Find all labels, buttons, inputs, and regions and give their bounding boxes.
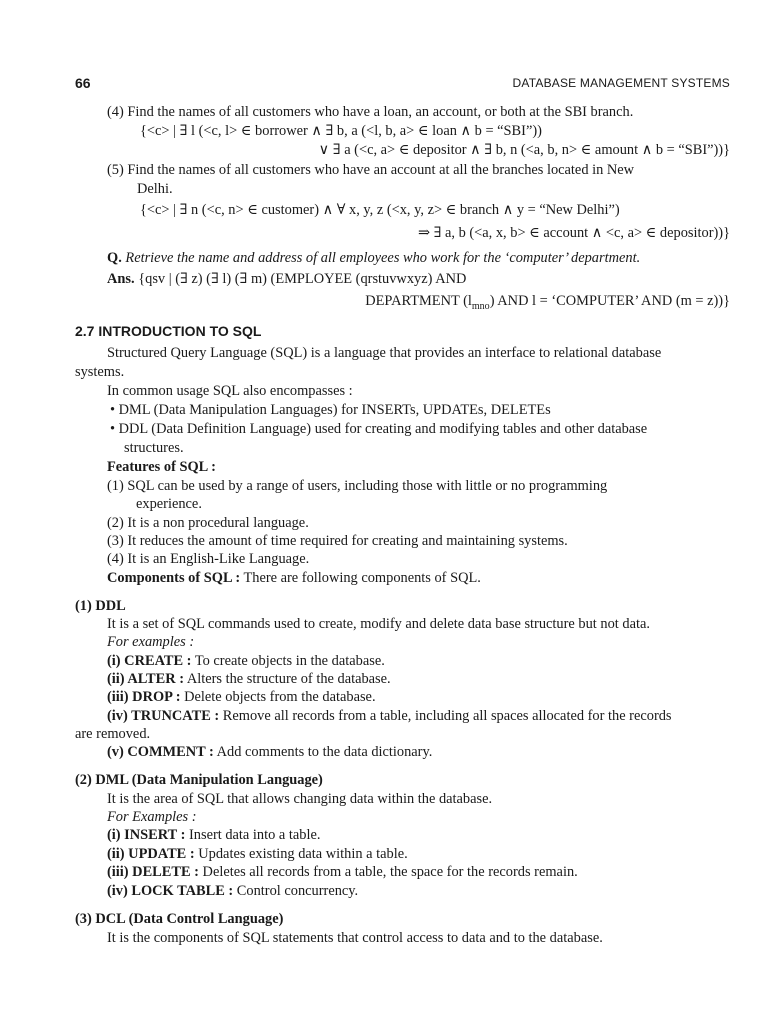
question-5-expression-line-1: {<c> | ∃ n (<c, n> ∈ customer) ∧ ∀ x, y, z (<x, y, z> ∈ branch ∧ y = “New Delhi”) — [140, 202, 620, 218]
dml-item-text: Control concurrency. — [233, 883, 359, 899]
dml-item-label: (iii) DELETE : — [107, 864, 199, 880]
ddl-description: It is a set of SQL commands used to create, modify and delete data base structure but not data. — [107, 616, 650, 632]
answer-expression-1: {qsv | (∃ z) (∃ l) (∃ m) (EMPLOYEE (qrstuvwxyz) AND — [138, 271, 467, 287]
question-4-expression-line-2: ∨ ∃ a (<c, a> ∈ depositor ∧ ∃ b, n (<a, b, n> ∈ amount ∧ b = “SBI”))} — [318, 142, 730, 158]
ddl-item-text: Delete objects from the database. — [180, 689, 376, 705]
ddl-item-label: (iii) DROP : — [107, 689, 181, 705]
ddl-item-label: (v) COMMENT : — [107, 744, 214, 760]
feature-3: (3) It reduces the amount of time required for creating and maintaining systems. — [107, 533, 568, 549]
dml-item-label: (ii) UPDATE : — [107, 846, 195, 862]
question-5-text-line-2: Delhi. — [137, 181, 173, 197]
ddl-item-alter — [107, 670, 391, 689]
answer-subscript: mno — [471, 300, 490, 312]
bullet-ddl-line-2: structures. — [124, 440, 184, 456]
question-label: Q. — [107, 250, 122, 266]
dml-item-insert — [107, 826, 320, 845]
bullet-ddl-line-1: • DDL (Data Definition Language) used for creating and modifying tables and other database — [110, 421, 648, 437]
dml-item-label: (iv) LOCK TABLE : — [107, 883, 234, 899]
ddl-item-truncate — [107, 707, 672, 726]
feature-1-line-1: (1) SQL can be used by a range of users, including those with little or no programming — [107, 478, 608, 494]
feature-2: (2) It is a non procedural language. — [107, 515, 309, 531]
question-4-text: (4) Find the names of all customers who have a loan, an account, or both at the SBI branch. — [107, 104, 634, 120]
answer-label: Ans. — [107, 271, 135, 287]
ddl-truncate-continuation: are removed. — [75, 726, 151, 742]
intro-line-2: systems. — [75, 364, 125, 380]
features-heading: Features of SQL : — [107, 459, 216, 475]
section-heading: 2.7 INTRODUCTION TO SQL — [75, 323, 262, 339]
components-text: There are following components of SQL. — [240, 570, 481, 586]
common-usage-text: In common usage SQL also encompasses : — [107, 383, 353, 399]
answer-expression-2b: ) AND l = ‘COMPUTER’ AND (m = z))} — [489, 293, 730, 309]
question-line — [107, 249, 640, 268]
ddl-item-create — [107, 652, 385, 671]
dml-examples-label: For Examples : — [107, 809, 197, 825]
bullet-dml: • DML (Data Manipulation Languages) for INSERTs, UPDATEs, DELETEs — [110, 402, 551, 418]
feature-1-line-2: experience. — [136, 496, 202, 512]
ddl-item-text: Alters the structure of the database. — [184, 671, 391, 687]
ddl-item-comment — [107, 743, 432, 762]
dcl-heading: (3) DCL (Data Control Language) — [75, 911, 284, 927]
ddl-item-label: (iv) TRUNCATE : — [107, 708, 220, 724]
ddl-item-drop — [107, 688, 376, 707]
dml-item-text: Insert data into a table. — [185, 827, 321, 843]
question-5-text-line-1: (5) Find the names of all customers who have an account at all the branches located in New — [107, 162, 635, 178]
dml-description: It is the area of SQL that allows changing data within the database. — [107, 791, 493, 807]
question-4-expression-line-1: {<c> | ∃ l (<c, l> ∈ borrower ∧ ∃ b, a (<l, b, a> ∈ loan ∧ b = “SBI”)) — [140, 123, 542, 139]
page-number: 66 — [75, 75, 91, 91]
ddl-item-label: (ii) ALTER : — [107, 671, 185, 687]
dml-item-text: Deletes all records from a table, the space for the records remain. — [198, 864, 578, 880]
ddl-item-text: Remove all records from a table, including all spaces allocated for the records — [219, 708, 672, 724]
dml-item-lock-table — [107, 882, 358, 901]
question-text: Retrieve the name and address of all employees who work for the ‘computer’ department. — [125, 250, 641, 266]
dml-item-label: (i) INSERT : — [107, 827, 186, 843]
intro-line-1: Structured Query Language (SQL) is a language that provides an interface to relational database — [107, 345, 662, 361]
dml-item-text: Updates existing data within a table. — [194, 846, 408, 862]
question-5-expression-line-2: ⇒ ∃ a, b (<a, x, b> ∈ account ∧ <c, a> ∈ depositor))} — [417, 225, 730, 241]
dml-heading: (2) DML (Data Manipulation Language) — [75, 772, 323, 788]
ddl-item-text: Add comments to the data dictionary. — [213, 744, 433, 760]
dml-item-update — [107, 845, 408, 864]
ddl-examples-label: For examples : — [107, 634, 195, 650]
ddl-item-label: (i) CREATE : — [107, 653, 192, 669]
answer-line-1 — [107, 270, 466, 289]
ddl-item-text: To create objects in the database. — [191, 653, 385, 669]
dml-item-delete — [107, 863, 578, 882]
running-title: DATABASE MANAGEMENT SYSTEMS — [512, 76, 730, 90]
dcl-description: It is the components of SQL statements that control access to data and to the database. — [107, 930, 603, 946]
components-line — [107, 569, 481, 588]
answer-expression-2a: DEPARTMENT (l — [365, 293, 472, 309]
components-label: Components of SQL : — [107, 570, 241, 586]
feature-4: (4) It is an English-Like Language. — [107, 551, 310, 567]
answer-line-2 — [365, 292, 730, 311]
ddl-heading: (1) DDL — [75, 598, 126, 614]
